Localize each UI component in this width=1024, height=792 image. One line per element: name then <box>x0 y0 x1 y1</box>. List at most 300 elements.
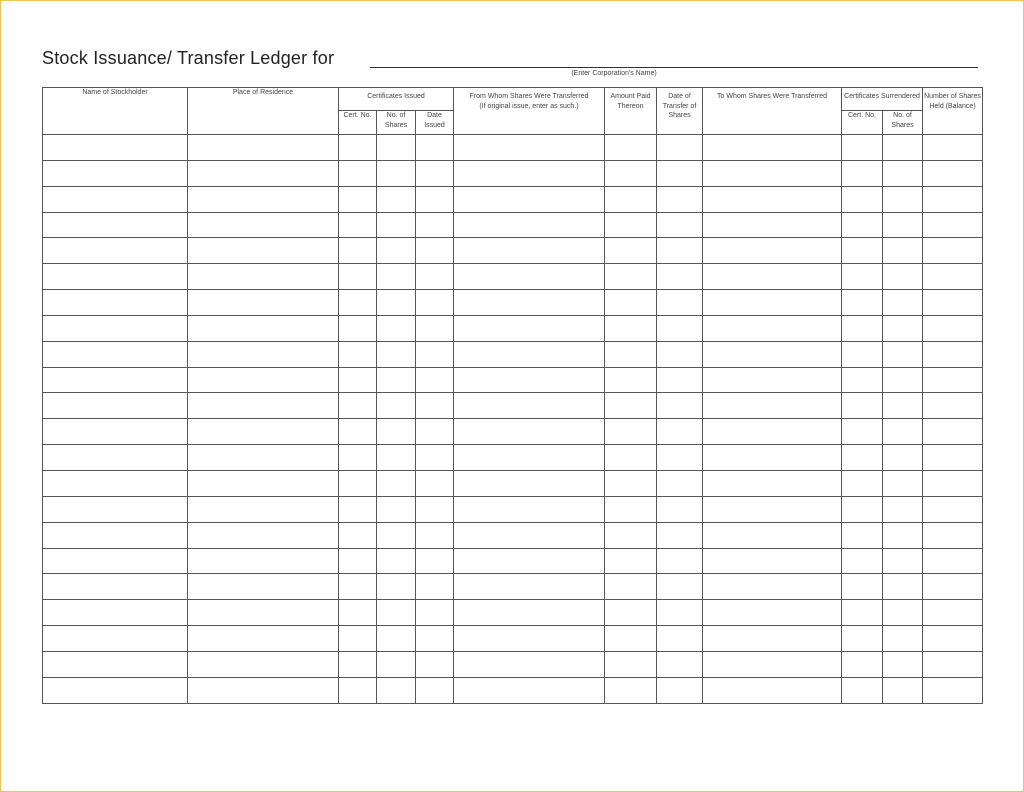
cell-shares-held[interactable] <box>923 548 983 574</box>
cell-cert-no[interactable] <box>339 626 377 652</box>
cell-date-of-transfer[interactable] <box>657 186 703 212</box>
cell-from-whom[interactable] <box>454 393 605 419</box>
cell-date-of-transfer[interactable] <box>657 600 703 626</box>
cell-cert-no[interactable] <box>339 651 377 677</box>
cell-date-of-transfer[interactable] <box>657 419 703 445</box>
header-surrendered-cert-no: Cert. No. <box>842 111 883 135</box>
cell-shares-held[interactable] <box>923 290 983 316</box>
header-amount-paid <box>605 88 657 135</box>
cell-surrendered-no-of-shares[interactable] <box>883 651 923 677</box>
cell-surrendered-no-of-shares[interactable] <box>883 238 923 264</box>
header-no-of-shares: No. of Shares <box>377 111 416 135</box>
cell-surrendered-no-of-shares[interactable] <box>883 574 923 600</box>
cell-to-whom[interactable] <box>703 419 842 445</box>
cell-from-whom[interactable] <box>454 367 605 393</box>
cell-from-whom[interactable] <box>454 496 605 522</box>
cell-from-whom[interactable] <box>454 264 605 290</box>
cell-surrendered-cert-no[interactable] <box>842 212 883 238</box>
cell-no-of-shares[interactable] <box>377 574 416 600</box>
cell-date-of-transfer[interactable] <box>657 677 703 703</box>
cell-from-whom[interactable] <box>454 419 605 445</box>
cell-shares-held[interactable] <box>923 264 983 290</box>
cell-date-of-transfer[interactable] <box>657 445 703 471</box>
cell-surrendered-cert-no[interactable] <box>842 160 883 186</box>
cell-stockholder-name[interactable] <box>43 626 188 652</box>
cell-amount-paid[interactable] <box>605 160 657 186</box>
cell-date-of-transfer[interactable] <box>657 238 703 264</box>
cell-to-whom[interactable] <box>703 212 842 238</box>
cell-amount-paid[interactable] <box>605 238 657 264</box>
cell-residence[interactable] <box>188 522 339 548</box>
ledger-row <box>43 264 983 290</box>
cell-date-issued[interactable] <box>416 600 454 626</box>
cell-date-issued[interactable] <box>416 651 454 677</box>
cell-no-of-shares[interactable] <box>377 548 416 574</box>
ledger-row <box>43 574 983 600</box>
cell-to-whom[interactable] <box>703 186 842 212</box>
cell-residence[interactable] <box>188 393 339 419</box>
cell-date-of-transfer[interactable] <box>657 574 703 600</box>
cell-residence[interactable] <box>188 496 339 522</box>
cell-from-whom[interactable] <box>454 600 605 626</box>
cell-date-issued[interactable] <box>416 677 454 703</box>
header-certificates-issued-label: Certificates Issued <box>367 93 425 100</box>
cell-from-whom[interactable] <box>454 651 605 677</box>
corporation-name-line[interactable] <box>370 67 978 68</box>
cell-no-of-shares[interactable] <box>377 600 416 626</box>
cell-surrendered-no-of-shares[interactable] <box>883 626 923 652</box>
cell-from-whom[interactable] <box>454 315 605 341</box>
cell-date-of-transfer[interactable] <box>657 160 703 186</box>
cell-date-of-transfer[interactable] <box>657 393 703 419</box>
cell-from-whom[interactable] <box>454 445 605 471</box>
cell-stockholder-name[interactable] <box>43 367 188 393</box>
cell-to-whom[interactable] <box>703 677 842 703</box>
cell-to-whom[interactable] <box>703 445 842 471</box>
cell-cert-no[interactable] <box>339 160 377 186</box>
cell-no-of-shares[interactable] <box>377 677 416 703</box>
cell-stockholder-name[interactable] <box>43 341 188 367</box>
cell-surrendered-cert-no[interactable] <box>842 677 883 703</box>
cell-shares-held[interactable] <box>923 367 983 393</box>
cell-stockholder-name[interactable] <box>43 677 188 703</box>
cell-surrendered-cert-no[interactable] <box>842 367 883 393</box>
cell-amount-paid[interactable] <box>605 600 657 626</box>
cell-no-of-shares[interactable] <box>377 212 416 238</box>
cell-date-issued[interactable] <box>416 290 454 316</box>
cell-shares-held[interactable] <box>923 341 983 367</box>
ledger-row <box>43 315 983 341</box>
cell-surrendered-no-of-shares[interactable] <box>883 315 923 341</box>
cell-stockholder-name[interactable] <box>43 574 188 600</box>
cell-residence[interactable] <box>188 626 339 652</box>
cell-amount-paid[interactable] <box>605 315 657 341</box>
header-number-of-shares-held-label: Number of Shares Held (Balance) <box>924 93 981 110</box>
cell-no-of-shares[interactable] <box>377 445 416 471</box>
cell-to-whom[interactable] <box>703 367 842 393</box>
cell-shares-held[interactable] <box>923 393 983 419</box>
cell-from-whom[interactable] <box>454 290 605 316</box>
cell-amount-paid[interactable] <box>605 264 657 290</box>
cell-amount-paid[interactable] <box>605 626 657 652</box>
cell-amount-paid[interactable] <box>605 393 657 419</box>
cell-to-whom[interactable] <box>703 238 842 264</box>
cell-stockholder-name[interactable] <box>43 651 188 677</box>
ledger-row <box>43 496 983 522</box>
cell-from-whom[interactable] <box>454 677 605 703</box>
cell-date-issued[interactable] <box>416 135 454 161</box>
cell-no-of-shares[interactable] <box>377 496 416 522</box>
cell-shares-held[interactable] <box>923 186 983 212</box>
cell-no-of-shares[interactable] <box>377 186 416 212</box>
header-date-of-transfer <box>657 88 703 135</box>
cell-surrendered-no-of-shares[interactable] <box>883 160 923 186</box>
cell-from-whom[interactable] <box>454 626 605 652</box>
cell-no-of-shares[interactable] <box>377 651 416 677</box>
cell-to-whom[interactable] <box>703 264 842 290</box>
cell-date-of-transfer[interactable] <box>657 496 703 522</box>
cell-residence[interactable] <box>188 574 339 600</box>
cell-cert-no[interactable] <box>339 496 377 522</box>
cell-date-issued[interactable] <box>416 367 454 393</box>
cell-surrendered-cert-no[interactable] <box>842 238 883 264</box>
cell-surrendered-no-of-shares[interactable] <box>883 470 923 496</box>
ledger-row <box>43 160 983 186</box>
cell-amount-paid[interactable] <box>605 522 657 548</box>
ledger-row <box>43 522 983 548</box>
cell-cert-no[interactable] <box>339 315 377 341</box>
cell-surrendered-cert-no[interactable] <box>842 135 883 161</box>
header-number-of-shares-held <box>923 88 983 135</box>
cell-to-whom[interactable] <box>703 160 842 186</box>
cell-shares-held[interactable] <box>923 677 983 703</box>
cell-cert-no[interactable] <box>339 393 377 419</box>
cell-shares-held[interactable] <box>923 160 983 186</box>
header-row-1 <box>43 88 983 111</box>
cell-residence[interactable] <box>188 600 339 626</box>
cell-amount-paid[interactable] <box>605 445 657 471</box>
cell-surrendered-no-of-shares[interactable] <box>883 341 923 367</box>
cell-date-issued[interactable] <box>416 186 454 212</box>
cell-amount-paid[interactable] <box>605 574 657 600</box>
cell-to-whom[interactable] <box>703 574 842 600</box>
cell-shares-held[interactable] <box>923 135 983 161</box>
cell-cert-no[interactable] <box>339 600 377 626</box>
cell-surrendered-cert-no[interactable] <box>842 264 883 290</box>
cell-stockholder-name[interactable] <box>43 160 188 186</box>
cell-from-whom[interactable] <box>454 574 605 600</box>
cell-residence[interactable] <box>188 341 339 367</box>
ledger-row <box>43 238 983 264</box>
cell-stockholder-name[interactable] <box>43 496 188 522</box>
cell-surrendered-no-of-shares[interactable] <box>883 445 923 471</box>
cell-to-whom[interactable] <box>703 600 842 626</box>
cell-date-issued[interactable] <box>416 238 454 264</box>
cell-cert-no[interactable] <box>339 548 377 574</box>
cell-cert-no[interactable] <box>339 135 377 161</box>
cell-cert-no[interactable] <box>339 238 377 264</box>
ledger-row <box>43 367 983 393</box>
cell-amount-paid[interactable] <box>605 496 657 522</box>
cell-stockholder-name[interactable] <box>43 600 188 626</box>
cell-amount-paid[interactable] <box>605 367 657 393</box>
header-from-whom-note: (If original issue, enter as such.) <box>479 102 579 110</box>
cell-date-of-transfer[interactable] <box>657 290 703 316</box>
cell-surrendered-cert-no[interactable] <box>842 626 883 652</box>
cell-date-issued[interactable] <box>416 212 454 238</box>
cell-surrendered-cert-no[interactable] <box>842 419 883 445</box>
cell-to-whom[interactable] <box>703 496 842 522</box>
cell-to-whom[interactable] <box>703 315 842 341</box>
cell-date-issued[interactable] <box>416 470 454 496</box>
cell-shares-held[interactable] <box>923 212 983 238</box>
cell-residence[interactable] <box>188 677 339 703</box>
cell-surrendered-cert-no[interactable] <box>842 393 883 419</box>
cell-stockholder-name[interactable] <box>43 264 188 290</box>
cell-amount-paid[interactable] <box>605 651 657 677</box>
cell-amount-paid[interactable] <box>605 677 657 703</box>
cell-amount-paid[interactable] <box>605 290 657 316</box>
cell-surrendered-cert-no[interactable] <box>842 445 883 471</box>
cell-no-of-shares[interactable] <box>377 393 416 419</box>
cell-date-of-transfer[interactable] <box>657 522 703 548</box>
cell-date-issued[interactable] <box>416 341 454 367</box>
ledger-body <box>43 135 983 704</box>
cell-from-whom[interactable] <box>454 470 605 496</box>
cell-no-of-shares[interactable] <box>377 419 416 445</box>
cell-shares-held[interactable] <box>923 470 983 496</box>
ledger-row <box>43 212 983 238</box>
cell-shares-held[interactable] <box>923 574 983 600</box>
header-place-of-residence: Place of Residence <box>188 88 339 135</box>
cell-stockholder-name[interactable] <box>43 315 188 341</box>
cell-stockholder-name[interactable] <box>43 548 188 574</box>
cell-shares-held[interactable] <box>923 238 983 264</box>
cell-surrendered-no-of-shares[interactable] <box>883 677 923 703</box>
cell-amount-paid[interactable] <box>605 341 657 367</box>
cell-date-issued[interactable] <box>416 496 454 522</box>
cell-surrendered-cert-no[interactable] <box>842 470 883 496</box>
cell-cert-no[interactable] <box>339 470 377 496</box>
cell-surrendered-cert-no[interactable] <box>842 600 883 626</box>
cell-stockholder-name[interactable] <box>43 186 188 212</box>
cell-from-whom[interactable] <box>454 186 605 212</box>
cell-surrendered-no-of-shares[interactable] <box>883 600 923 626</box>
cell-shares-held[interactable] <box>923 600 983 626</box>
cell-date-issued[interactable] <box>416 548 454 574</box>
cell-amount-paid[interactable] <box>605 212 657 238</box>
cell-no-of-shares[interactable] <box>377 315 416 341</box>
ledger-row <box>43 445 983 471</box>
cell-surrendered-cert-no[interactable] <box>842 548 883 574</box>
cell-surrendered-no-of-shares[interactable] <box>883 186 923 212</box>
cell-shares-held[interactable] <box>923 496 983 522</box>
cell-surrendered-cert-no[interactable] <box>842 341 883 367</box>
cell-cert-no[interactable] <box>339 574 377 600</box>
cell-to-whom[interactable] <box>703 393 842 419</box>
cell-from-whom[interactable] <box>454 160 605 186</box>
cell-surrendered-cert-no[interactable] <box>842 315 883 341</box>
cell-stockholder-name[interactable] <box>43 419 188 445</box>
header-date-issued: Date Issued <box>416 111 454 135</box>
cell-from-whom[interactable] <box>454 212 605 238</box>
cell-stockholder-name[interactable] <box>43 470 188 496</box>
cell-surrendered-cert-no[interactable] <box>842 290 883 316</box>
cell-stockholder-name[interactable] <box>43 135 188 161</box>
cell-date-issued[interactable] <box>416 160 454 186</box>
cell-residence[interactable] <box>188 186 339 212</box>
cell-date-of-transfer[interactable] <box>657 135 703 161</box>
cell-no-of-shares[interactable] <box>377 341 416 367</box>
cell-no-of-shares[interactable] <box>377 522 416 548</box>
cell-stockholder-name[interactable] <box>43 393 188 419</box>
cell-date-of-transfer[interactable] <box>657 548 703 574</box>
header-amount-paid-label: Amount Paid Thereon <box>610 93 651 110</box>
cell-surrendered-no-of-shares[interactable] <box>883 496 923 522</box>
cell-surrendered-no-of-shares[interactable] <box>883 393 923 419</box>
cell-no-of-shares[interactable] <box>377 160 416 186</box>
cell-cert-no[interactable] <box>339 341 377 367</box>
cell-no-of-shares[interactable] <box>377 367 416 393</box>
cell-residence[interactable] <box>188 315 339 341</box>
cell-cert-no[interactable] <box>339 212 377 238</box>
cell-cert-no[interactable] <box>339 186 377 212</box>
cell-stockholder-name[interactable] <box>43 212 188 238</box>
cell-amount-paid[interactable] <box>605 135 657 161</box>
cell-no-of-shares[interactable] <box>377 626 416 652</box>
cell-shares-held[interactable] <box>923 626 983 652</box>
cell-surrendered-cert-no[interactable] <box>842 574 883 600</box>
cell-date-issued[interactable] <box>416 522 454 548</box>
cell-no-of-shares[interactable] <box>377 290 416 316</box>
cell-shares-held[interactable] <box>923 419 983 445</box>
cell-residence[interactable] <box>188 419 339 445</box>
cell-date-of-transfer[interactable] <box>657 341 703 367</box>
cell-date-of-transfer[interactable] <box>657 367 703 393</box>
cell-date-issued[interactable] <box>416 393 454 419</box>
cell-cert-no[interactable] <box>339 264 377 290</box>
cell-date-issued[interactable] <box>416 445 454 471</box>
cell-residence[interactable] <box>188 367 339 393</box>
cell-shares-held[interactable] <box>923 651 983 677</box>
cell-date-issued[interactable] <box>416 315 454 341</box>
header-surrendered-no-of-shares: No. of Shares <box>883 111 923 135</box>
cell-cert-no[interactable] <box>339 367 377 393</box>
ledger-row <box>43 651 983 677</box>
cell-from-whom[interactable] <box>454 135 605 161</box>
cell-residence[interactable] <box>188 445 339 471</box>
cell-to-whom[interactable] <box>703 341 842 367</box>
cell-surrendered-cert-no[interactable] <box>842 651 883 677</box>
cell-no-of-shares[interactable] <box>377 264 416 290</box>
cell-surrendered-no-of-shares[interactable] <box>883 290 923 316</box>
cell-stockholder-name[interactable] <box>43 238 188 264</box>
cell-shares-held[interactable] <box>923 522 983 548</box>
cell-residence[interactable] <box>188 651 339 677</box>
cell-residence[interactable] <box>188 135 339 161</box>
corporation-name-hint: (Enter Corporation's Name) <box>571 70 657 77</box>
ledger-row <box>43 393 983 419</box>
ledger-row <box>43 470 983 496</box>
cell-residence[interactable] <box>188 470 339 496</box>
cell-surrendered-no-of-shares[interactable] <box>883 135 923 161</box>
cell-no-of-shares[interactable] <box>377 470 416 496</box>
cell-date-issued[interactable] <box>416 574 454 600</box>
cell-surrendered-no-of-shares[interactable] <box>883 522 923 548</box>
cell-surrendered-no-of-shares[interactable] <box>883 419 923 445</box>
cell-stockholder-name[interactable] <box>43 522 188 548</box>
cell-cert-no[interactable] <box>339 677 377 703</box>
header-from-whom <box>454 88 605 135</box>
cell-to-whom[interactable] <box>703 135 842 161</box>
cell-date-issued[interactable] <box>416 264 454 290</box>
page-title: Stock Issuance/ Transfer Ledger for <box>42 48 335 68</box>
cell-surrendered-cert-no[interactable] <box>842 522 883 548</box>
cell-surrendered-no-of-shares[interactable] <box>883 212 923 238</box>
cell-surrendered-cert-no[interactable] <box>842 186 883 212</box>
header-date-of-transfer-label: Date of Transfer of Shares <box>662 93 697 119</box>
cell-to-whom[interactable] <box>703 522 842 548</box>
cell-stockholder-name[interactable] <box>43 290 188 316</box>
cell-residence[interactable] <box>188 548 339 574</box>
cell-date-of-transfer[interactable] <box>657 264 703 290</box>
cell-to-whom[interactable] <box>703 626 842 652</box>
cell-cert-no[interactable] <box>339 419 377 445</box>
cell-surrendered-cert-no[interactable] <box>842 496 883 522</box>
cell-to-whom[interactable] <box>703 548 842 574</box>
cell-residence[interactable] <box>188 160 339 186</box>
header-to-whom-label: To Whom Shares Were Transferred <box>717 93 827 100</box>
cell-shares-held[interactable] <box>923 445 983 471</box>
cell-residence[interactable] <box>188 238 339 264</box>
cell-residence[interactable] <box>188 212 339 238</box>
cell-to-whom[interactable] <box>703 290 842 316</box>
cell-to-whom[interactable] <box>703 651 842 677</box>
ledger-row <box>43 419 983 445</box>
cell-amount-paid[interactable] <box>605 186 657 212</box>
cell-stockholder-name[interactable] <box>43 445 188 471</box>
cell-cert-no[interactable] <box>339 445 377 471</box>
cell-from-whom[interactable] <box>454 341 605 367</box>
cell-amount-paid[interactable] <box>605 470 657 496</box>
cell-no-of-shares[interactable] <box>377 135 416 161</box>
cell-date-of-transfer[interactable] <box>657 470 703 496</box>
cell-residence[interactable] <box>188 264 339 290</box>
cell-date-of-transfer[interactable] <box>657 651 703 677</box>
cell-from-whom[interactable] <box>454 522 605 548</box>
cell-from-whom[interactable] <box>454 548 605 574</box>
cell-date-of-transfer[interactable] <box>657 212 703 238</box>
ledger-row <box>43 135 983 161</box>
cell-residence[interactable] <box>188 290 339 316</box>
cell-date-issued[interactable] <box>416 419 454 445</box>
cell-surrendered-no-of-shares[interactable] <box>883 367 923 393</box>
cell-date-of-transfer[interactable] <box>657 626 703 652</box>
cell-shares-held[interactable] <box>923 315 983 341</box>
cell-from-whom[interactable] <box>454 238 605 264</box>
cell-surrendered-no-of-shares[interactable] <box>883 548 923 574</box>
cell-surrendered-no-of-shares[interactable] <box>883 264 923 290</box>
cell-amount-paid[interactable] <box>605 419 657 445</box>
cell-amount-paid[interactable] <box>605 548 657 574</box>
cell-to-whom[interactable] <box>703 470 842 496</box>
cell-no-of-shares[interactable] <box>377 238 416 264</box>
cell-date-issued[interactable] <box>416 626 454 652</box>
cell-cert-no[interactable] <box>339 522 377 548</box>
cell-cert-no[interactable] <box>339 290 377 316</box>
header-cert-no: Cert. No. <box>339 111 377 135</box>
cell-date-of-transfer[interactable] <box>657 315 703 341</box>
